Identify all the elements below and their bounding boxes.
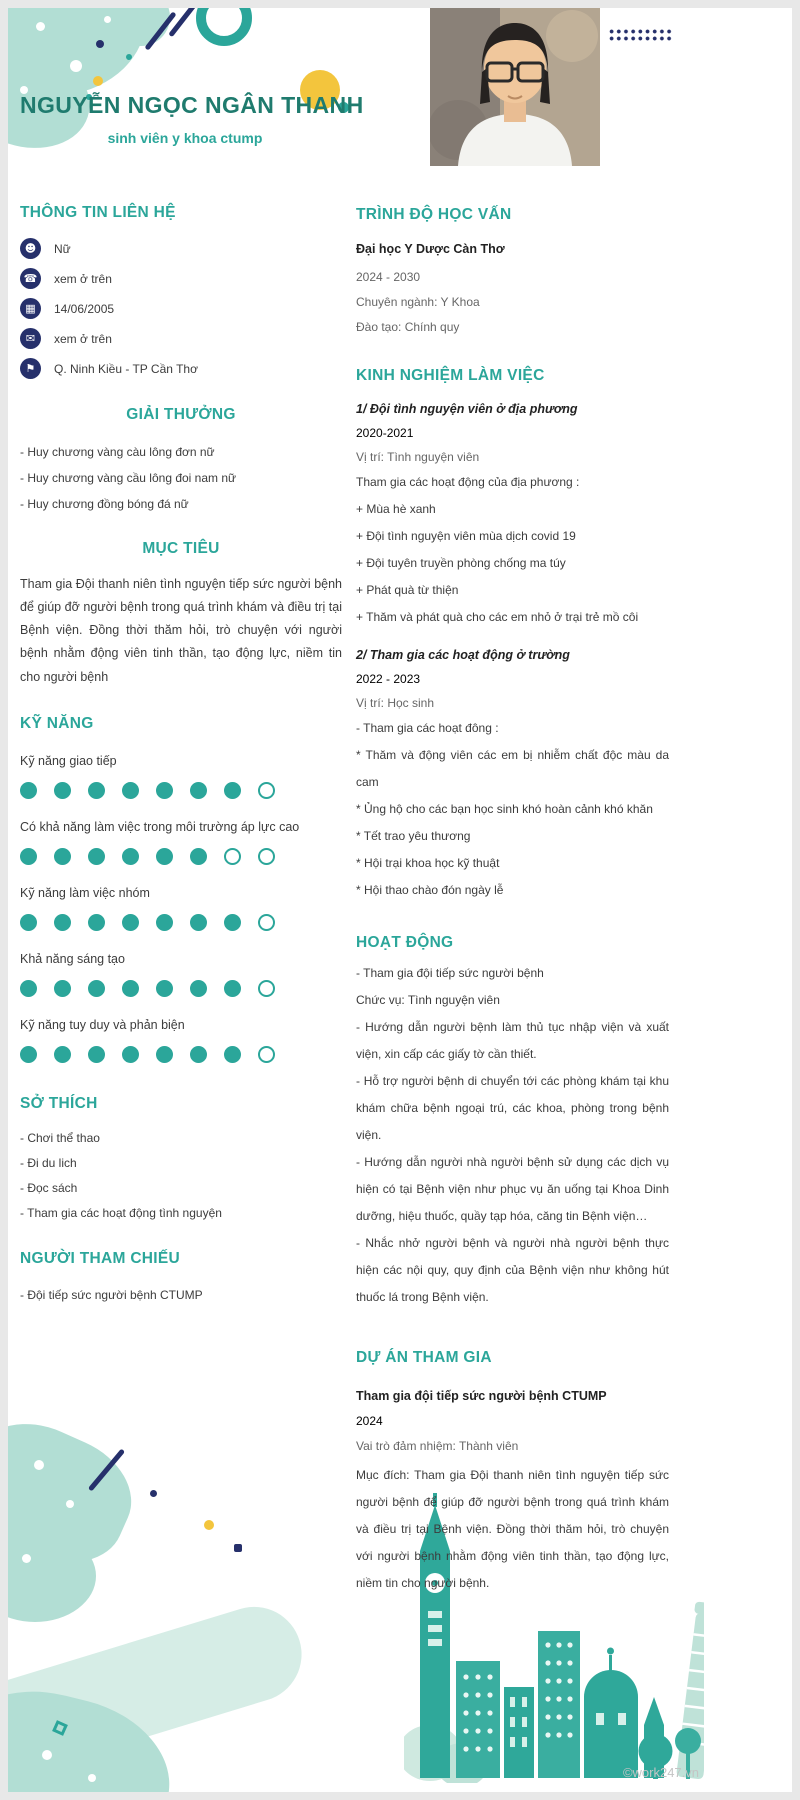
- white-dot-decoration: [22, 1554, 31, 1563]
- experience-heading: 1/ Đội tình nguyện viên ở địa phương: [356, 402, 578, 416]
- hobbies-list: [20, 1126, 342, 1226]
- objective-title: MỤC TIÊU: [142, 540, 220, 557]
- experience-list: [356, 397, 669, 904]
- skill-dot: [258, 848, 275, 865]
- text-line: * Thăm và động viên các em bị nhiễm chất độc màu da cam: [356, 748, 669, 789]
- contact-item: [20, 328, 342, 349]
- skill-dots: [20, 1046, 342, 1063]
- skill-dot: [156, 1046, 173, 1063]
- skill-dot: [122, 782, 139, 799]
- skill-dot: [54, 848, 71, 865]
- skill-dot: [224, 1046, 241, 1063]
- section-skills: [20, 715, 342, 1063]
- profile-photo-illustration: [430, 8, 600, 166]
- experience-title: KINH NGHIỆM LÀM VIỆC: [356, 367, 545, 384]
- education-period: 2024 - 2030: [356, 270, 421, 284]
- contact-item: [20, 298, 342, 319]
- skill-dot: [88, 914, 105, 931]
- activities-list: [356, 960, 669, 1311]
- skill-dot: [20, 848, 37, 865]
- section-contact: [20, 204, 342, 379]
- section-references: [20, 1250, 342, 1308]
- contact-text: xem ở trên: [54, 271, 112, 286]
- dot-grid-decoration: [608, 28, 672, 42]
- skill-dot: [258, 980, 275, 997]
- white-dot-decoration: [34, 1460, 44, 1470]
- candidate-subtitle: sinh viên y khoa ctump: [107, 130, 263, 146]
- skill-item: [20, 1018, 342, 1063]
- skill-dot: [224, 914, 241, 931]
- education-major: Chuyên ngành: Y Khoa: [356, 295, 480, 309]
- skill-dot: [88, 980, 105, 997]
- skill-dot: [190, 848, 207, 865]
- phone-icon: [20, 268, 41, 289]
- skill-dot: [88, 848, 105, 865]
- left-column: [20, 204, 342, 1308]
- skill-dot: [224, 848, 241, 865]
- project-role: Vai trò đảm nhiệm: Thành viên: [356, 1439, 519, 1453]
- skill-dot: [20, 782, 37, 799]
- section-objective: [20, 540, 342, 689]
- contact-text: 14/06/2005: [54, 301, 115, 316]
- objective-text: Tham gia Đội thanh niên tình nguyện tiếp sức người bệnh để giúp đỡ người bệnh trong quá trình khám và điều trị tại Bệnh viện. Đồng thời thăm hỏi, trò chuyện với người bệnh nhằm động viên tinh thần, tạo động lực, niềm tin cho người bệnh: [20, 577, 342, 684]
- award-item: - Huy chương vàng càu lông đơn nữ: [20, 445, 215, 459]
- watermark: ©work247.vn: [622, 1765, 699, 1780]
- project-heading: Tham gia đội tiếp sức người bệnh CTUMP: [356, 1389, 607, 1403]
- white-dot-decoration: [70, 60, 82, 72]
- candidate-name: NGUYỄN NGỌC NGÂN THANH: [20, 92, 364, 118]
- skill-dots: [20, 782, 342, 799]
- icon-glyph: ⚑: [26, 362, 35, 375]
- skill-dot: [156, 848, 173, 865]
- education-school: Đại học Y Dược Càn Thơ: [356, 242, 505, 256]
- section-activities: [356, 934, 669, 1311]
- skill-dot: [258, 1046, 275, 1063]
- activity-line: - Tham gia đội tiếp sức người bệnh: [356, 966, 544, 980]
- skill-dot: [54, 1046, 71, 1063]
- skill-dot: [190, 1046, 207, 1063]
- projects-title: DỰ ÁN THAM GIA: [356, 1349, 492, 1366]
- skill-dot: [190, 782, 207, 799]
- hobby-item: - Chơi thể thao: [20, 1130, 100, 1145]
- contact-item: [20, 358, 342, 379]
- section-awards: [20, 406, 342, 517]
- references-list: [20, 1283, 342, 1308]
- yellow-dot-decoration: [93, 76, 103, 86]
- skill-dot: [190, 914, 207, 931]
- experience-position: Vị trí: Học sinh: [356, 696, 435, 710]
- skill-dots: [20, 914, 342, 931]
- experience-item: [356, 643, 669, 904]
- skill-dot: [156, 980, 173, 997]
- awards-title: GIẢI THƯỞNG: [126, 406, 236, 423]
- white-dot-decoration: [104, 16, 111, 23]
- location-icon: [20, 358, 41, 379]
- contact-list: [20, 238, 342, 379]
- activity-line: - Hướng dẫn người nhà người bệnh sử dụng các dịch vụ hiện có tại Bệnh viện như phục vụ ăn uống tại Khoa Dinh dưỡng, hiệu thuốc, quầy tạp hóa, căng tin Bệnh viện…: [356, 1155, 669, 1223]
- hobby-item: - Đi du lich: [20, 1155, 77, 1170]
- skill-label: Kỹ năng làm việc nhóm: [20, 885, 150, 900]
- white-dot-decoration: [88, 1774, 96, 1782]
- awards-list: [20, 439, 342, 517]
- skill-dot: [122, 1046, 139, 1063]
- skill-dot: [20, 1046, 37, 1063]
- skill-dot: [20, 980, 37, 997]
- text-line: * Hội trại khoa học kỹ thuật: [356, 856, 500, 870]
- award-item: - Huy chương đồng bóng đá nữ: [20, 497, 189, 511]
- text-line: - Tham gia các hoạt đông :: [356, 721, 499, 735]
- section-experience: [356, 367, 669, 904]
- skill-dot: [88, 1046, 105, 1063]
- experience-lines: [356, 715, 669, 904]
- text-line: + Đội tình nguyện viên mùa dịch covid 19: [356, 529, 576, 543]
- project-description: Mục đích: Tham gia Đội thanh niên tình nguyện tiếp sức người bệnh để giúp đỡ người bệnh trong quá trình khám và điều trị tại Bệnh viện. Đồng thời thăm hỏi, trò chuyện với người bệnh nhằm động viên tinh thần, tạo động lực, niềm tin cho người bệnh.: [356, 1468, 669, 1590]
- navy-dot-decoration: [150, 1490, 157, 1497]
- skill-dot: [54, 914, 71, 931]
- skill-dot: [224, 980, 241, 997]
- text-line: * Hội thao chào đón ngày lễ: [356, 883, 504, 897]
- hobby-item: - Đọc sách: [20, 1180, 78, 1195]
- email-icon: [20, 328, 41, 349]
- experience-item: [356, 397, 669, 631]
- skill-dot: [156, 914, 173, 931]
- activity-line: - Hướng dẫn người bệnh làm thủ tục nhập viện và xuất viện, xin cấp các giấy tờ cần thiết.: [356, 1020, 669, 1061]
- white-dot-decoration: [66, 1500, 74, 1508]
- white-dot-decoration: [36, 22, 45, 31]
- text-line: + Thăm và phát quà cho các em nhỏ ở trại trẻ mồ côi: [356, 610, 639, 624]
- skill-dot: [122, 914, 139, 931]
- activities-title: HOẠT ĐỘNG: [356, 934, 454, 951]
- icon-glyph: ▦: [25, 302, 36, 315]
- navy-square-decoration: [234, 1544, 242, 1552]
- skill-label: Kỹ năng tuy duy và phản biện: [20, 1017, 185, 1032]
- profile-photo: [430, 8, 600, 166]
- right-column: [356, 206, 669, 1597]
- white-dot-decoration: [42, 1750, 52, 1760]
- skill-dot: [88, 782, 105, 799]
- education-title: TRÌNH ĐỘ HỌC VẤN: [356, 206, 512, 223]
- hobby-item: - Tham gia các hoạt động tình nguyện: [20, 1205, 222, 1220]
- skills-title: KỸ NĂNG: [20, 714, 94, 732]
- teal-dot-decoration: [126, 54, 132, 60]
- skill-dot: [156, 782, 173, 799]
- person-icon: [20, 238, 41, 259]
- skill-dot: [54, 782, 71, 799]
- icon-glyph: ☻: [24, 242, 37, 255]
- skill-dots: [20, 848, 342, 865]
- text-line: + Phát quà từ thiện: [356, 583, 459, 597]
- education-type: Đào tạo: Chính quy: [356, 320, 460, 334]
- reference-item: - Đội tiếp sức người bệnh CTUMP: [20, 1287, 203, 1302]
- cv-page: [8, 8, 792, 1792]
- contact-item: [20, 268, 342, 289]
- activity-line: - Hỗ trợ người bệnh di chuyển tới các phòng khám tại khu khám chữa bệnh ngoại trú, các khoa, phòng trong bệnh viện.: [356, 1074, 669, 1142]
- skills-list: [20, 754, 342, 1063]
- skill-label: Có khả năng làm việc trong môi trường áp lực cao: [20, 819, 300, 834]
- skill-dot: [190, 980, 207, 997]
- skill-item: [20, 886, 342, 931]
- contact-text: Nữ: [54, 241, 71, 256]
- experience-lines: [356, 469, 669, 631]
- section-education: [356, 206, 669, 340]
- hobbies-title: SỞ THÍCH: [20, 1094, 98, 1112]
- skill-dot: [20, 914, 37, 931]
- contact-item: [20, 238, 342, 259]
- skill-dot: [224, 782, 241, 799]
- teal-ring-decoration: [196, 8, 252, 46]
- icon-glyph: ✉: [25, 332, 36, 345]
- text-line: * Ủng hộ cho các bạn học sinh khó hoàn cảnh khó khăn: [356, 802, 653, 816]
- text-line: * Tết trao yêu thương: [356, 829, 471, 843]
- award-item: - Huy chương vàng cầu lông đoi nam nữ: [20, 471, 237, 485]
- activity-line: Chức vụ: Tình nguyện viên: [356, 993, 500, 1007]
- skill-item: [20, 754, 342, 799]
- experience-position: Vị trí: Tình nguyện viên: [356, 450, 480, 464]
- skill-dot: [122, 848, 139, 865]
- yellow-dot-decoration: [204, 1520, 214, 1530]
- contact-text: xem ở trên: [54, 331, 112, 346]
- skill-label: Kỹ năng giao tiếp: [20, 753, 117, 768]
- experience-period: 2022 - 2023: [356, 672, 421, 686]
- skill-dot: [54, 980, 71, 997]
- experience-period: 2020-2021: [356, 426, 414, 440]
- text-line: + Mùa hè xanh: [356, 502, 436, 516]
- navy-dot-decoration: [96, 40, 104, 48]
- skill-dots: [20, 980, 342, 997]
- skill-dot: [258, 914, 275, 931]
- project-period: 2024: [356, 1414, 383, 1428]
- icon-glyph: ☎: [23, 272, 38, 285]
- skill-dot: [122, 980, 139, 997]
- activity-line: - Nhắc nhở người bệnh và người nhà người bệnh thực hiện các nội quy, quy định của Bệnh viện như không hút thuốc lá trong Bệnh viện.: [356, 1236, 669, 1304]
- section-hobbies: [20, 1095, 342, 1226]
- calendar-icon: [20, 298, 41, 319]
- contact-title: THÔNG TIN LIÊN HỆ: [20, 204, 176, 221]
- experience-heading: 2/ Tham gia các hoạt động ở trường: [356, 648, 570, 662]
- section-projects: [356, 1349, 669, 1597]
- references-title: NGƯỜI THAM CHIẾU: [20, 1249, 181, 1267]
- contact-text: Q. Ninh Kiều - TP Cần Thơ: [54, 361, 198, 376]
- skill-dot: [258, 782, 275, 799]
- text-line: Tham gia các hoạt động của địa phương :: [356, 475, 580, 489]
- skill-item: [20, 820, 342, 865]
- skill-item: [20, 952, 342, 997]
- skill-label: Khả năng sáng tạo: [20, 951, 125, 966]
- text-line: + Đội tuyên truyền phòng chống ma túy: [356, 556, 566, 570]
